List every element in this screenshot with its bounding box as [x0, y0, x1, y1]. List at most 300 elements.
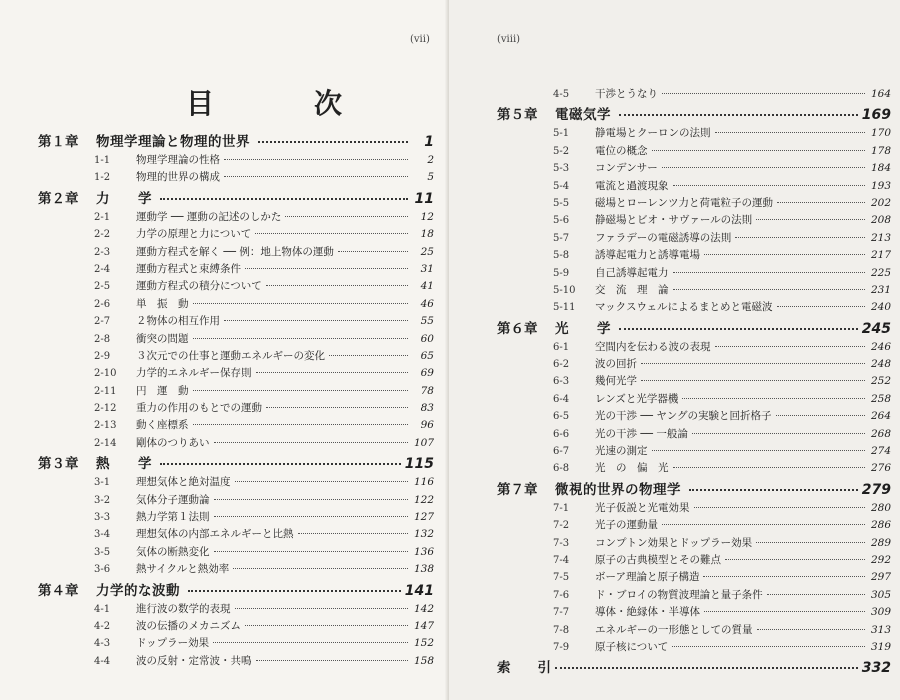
section-title: ドップラー効果	[136, 637, 210, 650]
toc-section-row[interactable]	[38, 331, 434, 348]
dot-leader	[704, 254, 865, 255]
toc-section-row[interactable]	[38, 226, 434, 243]
section-number: 2-14	[94, 437, 117, 449]
section-number: 5-5	[553, 197, 570, 209]
dot-leader	[338, 251, 408, 252]
dot-leader	[555, 667, 858, 669]
toc-section-row[interactable]	[497, 125, 891, 142]
page-ref: 319	[870, 640, 891, 653]
section-number: 7-5	[553, 572, 570, 584]
page-ref: 141	[404, 582, 434, 599]
page-ref: 5	[427, 171, 434, 184]
dot-leader	[160, 463, 401, 465]
dot-leader	[245, 625, 408, 626]
dot-leader	[214, 499, 409, 500]
toc-section-row[interactable]	[38, 653, 434, 670]
section-title: 運動方程式の積分について	[136, 280, 262, 293]
dot-leader	[682, 398, 865, 399]
toc-section-row[interactable]	[497, 552, 891, 569]
section-title: 光子仮説と光電効果	[595, 501, 690, 514]
dot-leader	[258, 141, 408, 143]
dot-leader	[703, 576, 865, 577]
toc-section-row[interactable]	[497, 391, 891, 408]
section-number: 6-8	[553, 463, 570, 475]
section-title: 光速の測定	[595, 445, 648, 458]
dot-leader	[715, 132, 866, 133]
page-ref: 25	[420, 245, 434, 258]
section-number: 2-9	[94, 350, 111, 362]
section-title: 物理的世界の構成	[136, 171, 220, 184]
dot-leader	[777, 306, 865, 307]
section-number: 6-6	[553, 428, 570, 440]
page-ref: 78	[420, 384, 434, 397]
section-title: 光子の運動量	[595, 519, 658, 532]
dot-leader	[694, 507, 866, 508]
dot-leader	[214, 516, 409, 517]
section-number: 6-7	[553, 446, 570, 458]
page-ref: 213	[870, 231, 891, 244]
dot-leader	[715, 346, 866, 347]
toc-section-row[interactable]	[38, 544, 434, 561]
chapter-label: 第１章	[38, 134, 79, 150]
dot-leader	[285, 216, 408, 217]
toc-section-row[interactable]	[497, 143, 891, 160]
page-ref: 83	[420, 402, 434, 415]
dot-leader	[756, 542, 865, 543]
section-number: 3-1	[94, 477, 111, 489]
dot-leader	[235, 481, 409, 482]
page-ref: 46	[420, 297, 434, 310]
page-ref: 2	[427, 154, 434, 166]
page-number: (vii)	[410, 34, 430, 45]
toc-section-row[interactable]	[38, 618, 434, 635]
dot-leader	[193, 338, 409, 339]
section-number: 7-8	[553, 624, 570, 636]
page-ref: 158	[413, 654, 434, 667]
page-ref: 274	[870, 445, 891, 458]
page-ref: 286	[870, 519, 891, 532]
page-ref: 164	[870, 88, 891, 100]
page-ref: 178	[870, 144, 891, 157]
toc-section-row[interactable]	[38, 526, 434, 543]
dot-leader	[662, 524, 865, 525]
section-number: 2-1	[94, 211, 111, 223]
page-ref: 107	[413, 436, 434, 449]
dot-leader	[673, 272, 866, 273]
dot-leader	[619, 114, 858, 116]
section-number: 2-10	[94, 368, 117, 380]
toc-section-row[interactable]	[497, 639, 891, 656]
section-number: 6-5	[553, 411, 570, 423]
dot-leader	[673, 467, 866, 468]
page-ref: 202	[870, 196, 891, 209]
toc-index-row[interactable]	[497, 656, 891, 678]
section-title: 衝突の問題	[136, 332, 189, 345]
toc-chapter-row[interactable]	[497, 103, 891, 125]
toc-section-row[interactable]	[497, 500, 891, 517]
dot-leader	[193, 303, 409, 304]
chapter-label: 第４章	[38, 582, 79, 599]
section-number: 2-13	[94, 420, 117, 432]
section-title: 熱サイクルと熱効率	[136, 563, 230, 576]
toc-section-row[interactable]	[38, 296, 434, 313]
section-number: 3-4	[94, 529, 111, 541]
page-ref: 258	[870, 392, 891, 405]
section-number: 7-7	[553, 607, 570, 619]
dot-leader	[235, 608, 409, 609]
section-title: 単 振 動	[136, 297, 189, 310]
dot-leader	[652, 450, 866, 451]
section-title: 剛体のつりあい	[136, 436, 210, 449]
section-number: 5-2	[553, 145, 570, 157]
chapter-title: 熱 学	[96, 456, 152, 473]
section-number: 4-2	[94, 620, 111, 632]
toc-chapter-row[interactable]	[38, 452, 434, 474]
toc-section-row[interactable]	[497, 299, 891, 316]
section-number: 4-5	[553, 89, 570, 100]
toc-section-row[interactable]	[497, 212, 891, 229]
page-ref: 264	[870, 410, 891, 423]
page-ref: 305	[870, 588, 891, 601]
toc-section-row[interactable]	[497, 282, 891, 299]
page-ref: 18	[420, 228, 434, 241]
page-ref: 252	[870, 375, 891, 388]
section-title: 原子の古典模型とその難点	[595, 553, 721, 566]
chapter-title: 光 学	[555, 320, 611, 337]
section-title: ボーア理論と原子構造	[595, 571, 700, 584]
dot-leader	[777, 202, 865, 203]
section-title: 運動方程式を解く ── 例：地上物体の運動	[136, 245, 334, 258]
section-title: 力学の原理と力について	[136, 228, 252, 241]
section-title: ド・ブロイの物質波理論と量子条件	[595, 588, 763, 601]
section-number: 4-4	[94, 655, 111, 667]
page-ref: 217	[870, 249, 891, 262]
section-title: 空間内を伝わる波の表現	[595, 340, 711, 353]
section-title: ３次元での仕事と運動エネルギーの変化	[136, 349, 325, 362]
section-number: 2-3	[94, 246, 111, 258]
page-ref: 289	[870, 536, 891, 549]
left-page	[0, 0, 449, 700]
chapter-label: 第７章	[497, 481, 538, 498]
page-ref: 1	[424, 134, 434, 150]
toc-chapter-row[interactable]	[497, 317, 891, 339]
dot-leader	[256, 372, 409, 373]
chapter-label: 第２章	[38, 190, 79, 207]
chapter-label: 第５章	[497, 107, 538, 124]
page-ref: 116	[413, 476, 434, 489]
section-number: 5-11	[553, 302, 576, 314]
page-title: 目 次	[186, 87, 379, 120]
section-title: 動く座標系	[136, 419, 189, 432]
section-title: 電位の概念	[595, 144, 648, 157]
page-ref: 169	[861, 107, 891, 124]
page-ref: 231	[870, 283, 891, 296]
section-number: 5-10	[553, 284, 576, 296]
toc-section-row[interactable]	[38, 417, 434, 434]
section-title: ファラデーの電磁誘導の法則	[595, 231, 732, 244]
page-ref: 246	[870, 340, 891, 353]
toc-section-row[interactable]	[497, 460, 891, 477]
section-title: レンズと光学器機	[595, 392, 679, 405]
dot-leader	[224, 159, 408, 160]
toc-section-row[interactable]	[497, 443, 891, 460]
page-ref: 138	[413, 563, 434, 576]
section-title: エネルギーの一形態としての質量	[595, 623, 753, 636]
chapter-label: 第６章	[497, 320, 538, 337]
page-ref: 332	[861, 660, 891, 677]
toc-section-row[interactable]	[497, 604, 891, 621]
toc-section-row[interactable]	[497, 569, 891, 586]
section-title: 理想気体の内部エネルギーと比熱	[136, 528, 294, 541]
toc-section-row[interactable]	[38, 561, 434, 578]
section-title: 静磁場とビオ・サヴァールの法則	[595, 214, 753, 227]
section-number: 4-1	[94, 603, 111, 615]
toc-section-row[interactable]	[497, 247, 891, 264]
section-title: 光の干渉 ── 一般論	[595, 427, 688, 440]
section-title: 円 運 動	[136, 384, 189, 397]
page-ref: 184	[870, 162, 891, 175]
page-ref: 309	[870, 606, 891, 619]
toc-section-row[interactable]	[497, 373, 891, 390]
section-title: コンデンサー	[595, 162, 658, 175]
page-number: (viii)	[497, 34, 521, 45]
section-title: 自己誘導起電力	[595, 266, 669, 279]
toc-section-row[interactable]	[38, 261, 434, 278]
page-ref: 279	[861, 481, 891, 498]
toc-chapter-row[interactable]	[38, 579, 434, 601]
dot-leader	[689, 489, 858, 491]
toc-chapter-row[interactable]	[38, 187, 434, 209]
section-number: 5-8	[553, 250, 570, 262]
toc-section-row[interactable]	[497, 339, 891, 356]
toc-section-row[interactable]	[38, 635, 434, 652]
section-title: 力学的エネルギー保存則	[136, 367, 252, 380]
page-ref: 31	[420, 262, 434, 275]
section-title: 運動学 ── 運動の記述のしかた	[136, 210, 282, 223]
dot-leader	[776, 415, 865, 416]
toc-section-row[interactable]	[38, 492, 434, 509]
toc-section-row[interactable]	[38, 169, 434, 186]
dot-leader	[214, 442, 409, 443]
toc-section-row[interactable]	[497, 535, 891, 552]
section-number: 7-2	[553, 520, 570, 532]
page-ref: 11	[414, 190, 434, 207]
section-title: 理想気体と絶対温度	[136, 476, 231, 489]
section-title: 導体・絶縁体・半導体	[595, 606, 700, 619]
page-ref: 96	[420, 419, 434, 432]
section-number: 7-3	[553, 537, 570, 549]
toc-list-left	[38, 130, 434, 670]
toc-section-row[interactable]	[38, 365, 434, 382]
page-ref: 147	[413, 619, 434, 632]
dot-leader	[641, 363, 865, 364]
dot-leader	[735, 237, 865, 238]
toc-section-row[interactable]	[497, 517, 891, 534]
page-ref: 60	[420, 332, 434, 345]
dot-leader	[160, 198, 408, 200]
chapter-label: 第３章	[38, 456, 79, 473]
toc-section-row[interactable]	[38, 383, 434, 400]
dot-leader	[193, 390, 409, 391]
section-title: 運動方程式と束縛条件	[136, 262, 241, 275]
page-ref: 142	[413, 602, 434, 615]
page-ref: 55	[420, 315, 434, 328]
section-number: 5-9	[553, 267, 570, 279]
dot-leader	[298, 533, 409, 534]
dot-leader	[224, 176, 408, 177]
toc-chapter-row[interactable]	[38, 130, 434, 152]
page-ref: 280	[870, 501, 891, 514]
toc-section-row[interactable]	[38, 278, 434, 295]
toc-section-row[interactable]	[497, 86, 891, 103]
toc-section-row[interactable]	[497, 408, 891, 425]
toc-section-row[interactable]	[38, 244, 434, 261]
section-number: 3-5	[94, 546, 111, 558]
section-number: 2-11	[94, 385, 117, 397]
section-number: 6-2	[553, 359, 570, 371]
page-ref: 245	[861, 320, 891, 337]
dot-leader	[255, 233, 408, 234]
toc-section-row[interactable]	[497, 426, 891, 443]
section-number: 5-1	[553, 128, 570, 140]
section-title: 静電場とクーロンの法則	[595, 127, 711, 140]
chapter-title: 力学的な波動	[96, 582, 180, 599]
section-number: 7-6	[553, 589, 570, 601]
toc-section-row[interactable]	[497, 622, 891, 639]
section-title: 重力の作用のもとでの運動	[136, 402, 262, 415]
toc-section-row[interactable]	[497, 160, 891, 177]
section-title: 気体分子運動論	[136, 493, 210, 506]
section-number: 7-9	[553, 641, 570, 653]
toc-section-row[interactable]	[38, 348, 434, 365]
page-ref: 297	[870, 571, 891, 584]
toc-section-row[interactable]	[497, 178, 891, 195]
toc-section-row[interactable]	[38, 313, 434, 330]
page-ref: 292	[870, 553, 891, 566]
section-number: 2-2	[94, 229, 111, 241]
section-number: 1-2	[94, 172, 111, 184]
dot-leader	[224, 320, 408, 321]
toc-section-row[interactable]	[497, 230, 891, 247]
section-number: 5-7	[553, 232, 570, 244]
right-page	[449, 0, 900, 700]
section-number: 5-3	[553, 163, 570, 175]
toc-section-row[interactable]	[38, 152, 434, 169]
page-ref: 127	[413, 511, 434, 524]
page-ref: 240	[870, 301, 891, 314]
toc-section-row[interactable]	[38, 474, 434, 491]
section-number: 5-4	[553, 180, 570, 192]
chapter-title: 電磁気学	[555, 107, 611, 124]
section-number: 7-4	[553, 554, 570, 566]
section-number: 3-6	[94, 564, 111, 576]
section-number: 2-7	[94, 316, 111, 328]
dot-leader	[641, 380, 865, 381]
page-ref: 136	[413, 545, 434, 558]
section-title: 熱力学第１法則	[136, 511, 210, 524]
section-number: 2-4	[94, 263, 111, 275]
toc-chapter-row[interactable]	[497, 478, 891, 500]
section-number: 2-12	[94, 403, 117, 415]
section-number: 1-1	[94, 155, 111, 166]
toc-section-row[interactable]	[497, 265, 891, 282]
section-number: 6-1	[553, 341, 570, 353]
section-title: 物理学理論の性格	[136, 154, 220, 166]
chapter-title: 微視的世界の物理学	[555, 481, 681, 498]
toc-section-row[interactable]	[497, 195, 891, 212]
dot-leader	[704, 611, 865, 612]
section-title: 波の回折	[595, 358, 637, 371]
page-ref: 225	[870, 266, 891, 279]
section-number: 2-6	[94, 298, 111, 310]
section-number: 4-3	[94, 638, 111, 650]
page-ref: 41	[420, 280, 434, 293]
section-title: 気体の断熱変化	[136, 545, 210, 558]
page-ref: 122	[413, 493, 434, 506]
section-title: ２物体の相互作用	[136, 315, 220, 328]
page-ref: 152	[413, 637, 434, 650]
section-title: 光 の 偏 光	[595, 462, 669, 475]
dot-leader	[767, 594, 865, 595]
toc-section-row[interactable]	[38, 400, 434, 417]
page-ref: 115	[404, 456, 434, 473]
dot-leader	[329, 355, 408, 356]
section-title: 誘導起電力と誘導電場	[595, 249, 700, 262]
section-title: 波の反射・定常波・共鳴	[136, 654, 252, 667]
dot-leader	[214, 551, 409, 552]
toc-section-row[interactable]	[38, 435, 434, 452]
page-ref: 12	[420, 210, 434, 223]
page-ref: 132	[413, 528, 434, 541]
dot-leader	[256, 660, 409, 661]
dot-leader	[756, 219, 865, 220]
toc-list-right	[497, 86, 891, 678]
page-ref: 276	[870, 462, 891, 475]
dot-leader	[188, 590, 401, 592]
section-title: 交 流 理 論	[595, 283, 669, 296]
dot-leader	[673, 185, 866, 186]
chapter-label: 索 引	[497, 660, 551, 677]
page-ref: 313	[870, 623, 891, 636]
toc-section-row[interactable]	[497, 356, 891, 373]
toc-section-row[interactable]	[38, 601, 434, 618]
page-ref: 248	[870, 358, 891, 371]
dot-leader	[245, 268, 408, 269]
page-ref: 170	[870, 127, 891, 140]
section-title: 幾何光学	[595, 375, 637, 388]
dot-leader	[692, 433, 865, 434]
section-number: 3-3	[94, 512, 111, 524]
section-title: 波の伝播のメカニズム	[136, 619, 241, 632]
toc-section-row[interactable]	[38, 209, 434, 226]
toc-section-row[interactable]	[38, 509, 434, 526]
section-title: 電流と過渡現象	[595, 179, 669, 192]
toc-section-row[interactable]	[497, 587, 891, 604]
page-ref: 268	[870, 427, 891, 440]
section-number: 6-3	[553, 376, 570, 388]
page-ref: 208	[870, 214, 891, 227]
chapter-title: 力 学	[96, 190, 152, 207]
dot-leader	[193, 424, 409, 425]
section-title: コンプトン効果とドップラー効果	[595, 536, 753, 549]
dot-leader	[672, 646, 865, 647]
section-number: 6-4	[553, 393, 570, 405]
dot-leader	[662, 167, 865, 168]
dot-leader	[619, 328, 858, 330]
dot-leader	[725, 559, 865, 560]
dot-leader	[662, 93, 865, 94]
chapter-title: 物理学理論と物理的世界	[96, 134, 250, 150]
